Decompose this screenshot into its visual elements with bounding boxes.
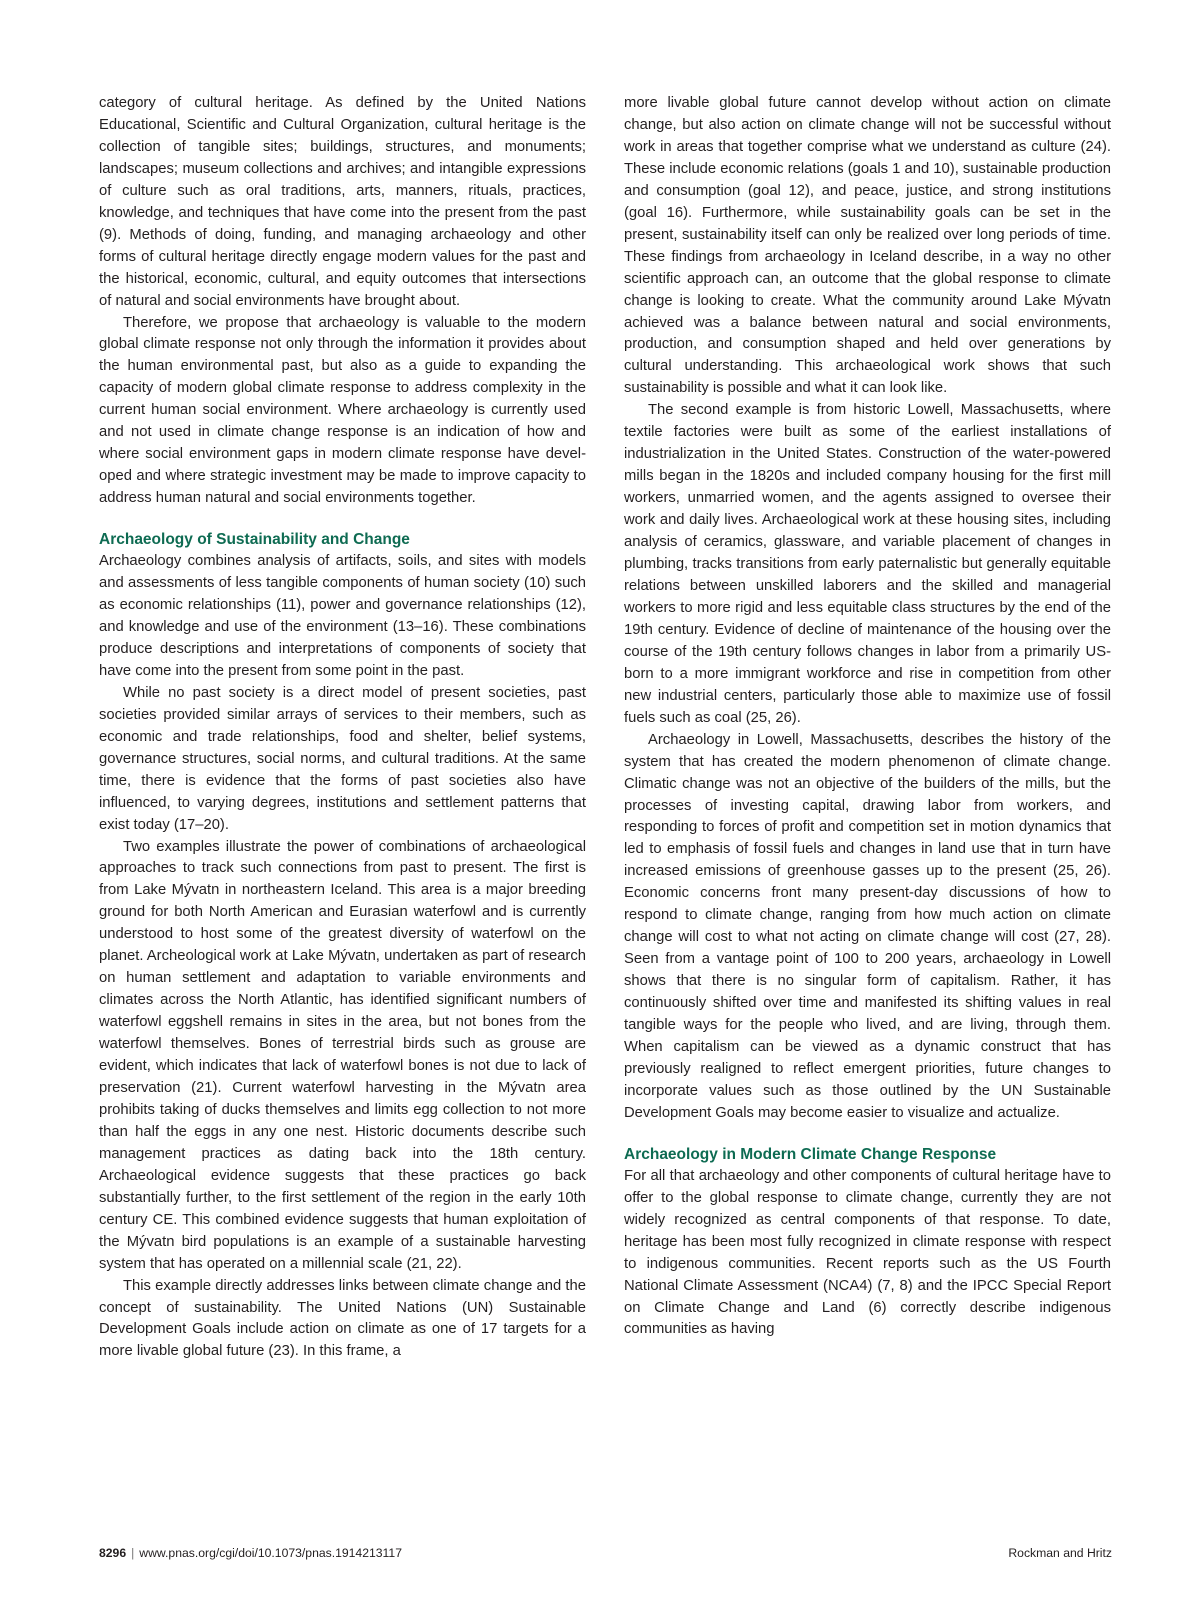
paragraph: The second example is from historic Lowell, Massachusetts, where textile factories were built as some of the earliest installations of industrialization in the United States. Construction of the water-powered mills began in the 1820s and included company housing for the first mill workers, unmarried women, and the agents assigned to oversee their work and daily lives. Archaeological work at these housing sites, including analysis of ceramics, glassware, and variable placement of changes in plumbing, tracks transitions from early paternalistic but generally equitable relations between unskilled laborers and the skilled and managerial workers to more rigid and less equitable class structures by the end of the 19th century. Evidence of decline of maintenance of the housing over the course of the 19th century follows changes in labor from a primarily US-born to a more immigrant workforce and rise in competition from other new industrial centers, particularly those able to maximize use of fossil fuels such as coal (25, 26). bbox=[624, 402, 1111, 726]
paragraph: This example directly addresses links between climate change and the concept of sustainability. The United Nations (UN) Sustainable Development Goals include action on climate as one of 17 targets for a more livable global future (23). In this frame, a bbox=[99, 1277, 586, 1360]
doi-link[interactable]: www.pnas.org/cgi/doi/10.1073/pnas.1914213117 bbox=[139, 1546, 402, 1560]
paragraph: Archaeology in Lowell, Massachusetts, describes the history of the system that has created the modern phenomenon of climate change. Climatic change was not an objective of the builders of the mills, but the processes of investing capital, drawing labor from workers, and responding to forces of profit and competition set in motion dynamics that led to emphasis of fossil fuels and changes in land use that in turn have increased emissions of greenhouse gasses up to the present (25, 26). Economic concerns front many present-day discussions of how to respond to climate change, ranging from how much action on climate change will cost to what not acting on climate change will cost (27, 28). Seen from a vantage point of 100 to 200 years, archaeology in Lowell shows that there is no singular form of capitalism. Rather, it has continuously shifted over time and manifested its shifting values in real tangible ways for the people who lived, and are living, through them. When capitalism can be viewed as a dynamic construct that has previously realigned to reflect emergent priorities, future changes to incorporate values such as those outlined by the UN Sustainable Development Goals may become easier to visualize and actualize. bbox=[624, 731, 1111, 1121]
running-authors: Rockman and Hritz bbox=[1008, 1546, 1112, 1560]
section-heading: Archaeology of Sustainability and Change bbox=[99, 531, 410, 549]
paragraph: While no past society is a direct model of present societies, past societies provided similar arrays of services to their members, such as economic and trade relationships, food and shelter, belief systems, governance structures, social norms, and cultural traditions. At the same time, there is evidence that the forms of past societies also have influenced, to varying degrees, institutions and settlement patterns that exist today (17–20). bbox=[99, 684, 586, 833]
right-column bbox=[624, 93, 1111, 1341]
paragraph: more livable global future cannot develop without action on climate change, but also action on climate change will not be successful without work in areas that together comprise what we understand as culture (24). These include economic relations (goals 1 and 10), sustainable production and consumption (goal 12), and peace, justice, and strong institutions (goal 16). Furthermore, while sustainability goals can be set in the present, sustainability itself can only be realized over long periods of time. These findings from archaeology in Iceland describe, in a way no other scientific approach can, an outcome that the global response to climate change is looking to create. What the community around Lake Mývatn achieved was a balance between natural and social environments, production, and consumption shaped and held over generations by cultural understanding. This archaeological work shows that such sustainability is possible and what it can look like. bbox=[624, 95, 1111, 397]
footer-separator: | bbox=[131, 1546, 135, 1560]
paragraph: category of cultural heritage. As defined by the United Nations Educational, Scientific and Cultural Organization, cultural heritage is the collection of tangible sites; buildings, structures, and monuments; landscapes; museum collections and archives; and intangible expressions of culture such as oral traditions, arts, manners, rituals, practices, knowledge, and techniques that have come into the present from the past (9). Methods of doing, funding, and managing archaeology and other forms of cultural heritage directly engage modern values for the past and the historical, economic, cultural, and equity outcomes that intersections of natural and social environments have brought about. bbox=[99, 95, 586, 309]
page-number: 8296 bbox=[99, 1546, 127, 1560]
section-heading: Archaeology in Modern Climate Change Response bbox=[624, 1145, 997, 1163]
paragraph: Two examples illustrate the power of combinations of archaeological approaches to track such connections from past to present. The first is from Lake Mývatn in northeastern Iceland. This area is a major breeding ground for both North American and Eurasian waterfowl and is currently understood to host some of the greatest diversity of waterfowl on the planet. Archeological work at Lake Mývatn, undertaken as part of research on human settlement and adaptation to variable environments and climates across the North Atlantic, has identified significant numbers of waterfowl eggshell remains in sites in the area, but not bones from the waterfowl themselves. Bones of terrestrial birds such as grouse are evident, which indicates that lack of waterfowl bones is not due to lack of preservation (21). Current waterfowl harvesting in the Mývatn area prohibits taking of ducks themselves and limits egg collection to not more than half the eggs in any one nest. Historic documents describe such management practices as dating back into the 18th century. Archaeological evidence suggests that these practices go back substantially further, to the first settlement of the region in the early 10th century CE. This combined evidence suggests that human exploitation of the Mývatn bird populations is an example of a sustainable harvesting system that has operated on a millennial scale (21, 22). bbox=[99, 838, 586, 1272]
paragraph: Therefore, we propose that archaeology is valuable to the modern global climate response not only through the information it provides about the human environmental past, but also as a guide to expanding the capacity of modern global climate response to address complexity in the current human social environment. Where archaeology is currently used and not used in climate change response is an indication of how and where social environment gaps in modern climate response have developed and where strategic investment may be made to improve capacity to address human natural and social environments together. bbox=[99, 314, 586, 507]
left-column bbox=[99, 93, 586, 1363]
paragraph: Archaeology combines analysis of artifacts, soils, and sites with models and assessments of less tangible components of human society (10) such as economic relationships (11), power and governance relationships (12), and knowledge and use of the environment (13–16). These combinations produce descriptions and interpretations of components of society that have come into the present from some point in the past. bbox=[99, 553, 586, 679]
paragraph: For all that archaeology and other components of cultural heritage have to offer to the global response to climate change, currently they are not widely recognized as central components of that response. To date, heritage has been most fully recognized in climate response with respect to indigenous communities. Recent reports such as the US Fourth National Climate Assessment (NCA4) (7, 8) and the IPCC Special Report on Climate Change and Land (6) correctly describe indigenous communities as having bbox=[624, 1167, 1111, 1338]
footer-left bbox=[99, 1545, 402, 1561]
